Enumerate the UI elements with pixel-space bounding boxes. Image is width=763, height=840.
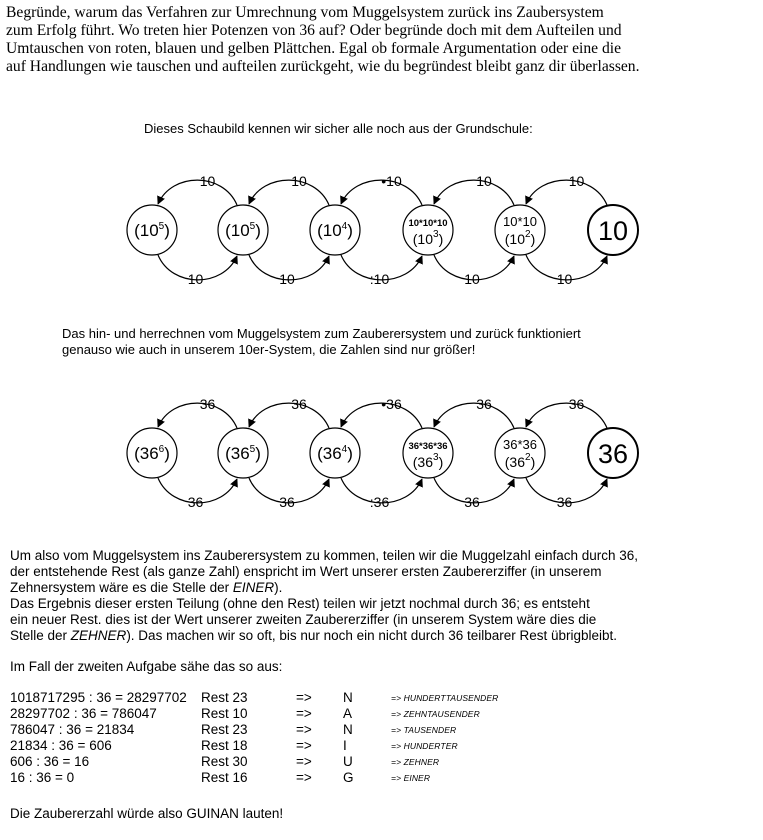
calc-equation: 1018717295 : 36 = 28297702 xyxy=(10,690,187,705)
d10-circle xyxy=(310,205,360,255)
calc-arrow: => xyxy=(296,706,312,721)
d10-circle-power: $(10^4)$ xyxy=(317,221,353,240)
d10-circle xyxy=(127,205,177,255)
calc-letter: G xyxy=(343,770,354,785)
calc-equation: 16 : 36 = 0 xyxy=(10,770,75,785)
explain-line-3-b: ). xyxy=(274,580,283,595)
d36-circle xyxy=(588,428,638,478)
d10-circle-power: $(10^2)$ xyxy=(504,229,536,247)
d36-circle-product: 36*36 xyxy=(503,437,537,452)
explain-line-6 xyxy=(10,628,760,644)
d36-top-label: 36 xyxy=(199,396,216,412)
d10-circle-power: $(10^3)$ xyxy=(412,229,444,247)
d10-circle-outline xyxy=(403,205,453,255)
calc-place: => ZEHNTAUSENDER xyxy=(391,709,480,719)
d36-circle xyxy=(218,428,268,478)
d36-circle-outline xyxy=(495,428,545,478)
calc-equation: 606 : 36 = 16 xyxy=(10,754,90,769)
diagram10-caption: Dieses Schaubild kennen wir sicher alle noch aus der Grundschule: xyxy=(144,121,533,136)
explain-line-2: der entstehende Rest (als ganze Zahl) enspricht im Wert unserer ersten Zaubererziffer (in unserem xyxy=(10,564,602,579)
calc-equation: 786047 : 36 = 21834 xyxy=(10,722,135,737)
explain-line-3-emphasis: EINER xyxy=(232,580,275,595)
calc-arrow: => xyxy=(296,770,312,785)
d10-arrow-top xyxy=(434,180,514,205)
explain-line-6-b: ). Das machen wir so oft, bis nur noch ein nicht durch 36 teilbarer Rest übrigbleibt. xyxy=(126,628,618,643)
d10-top-label: 10 xyxy=(291,173,307,189)
calc-rest: Rest 18 xyxy=(201,738,248,753)
explain-line-6-a: Stelle der xyxy=(10,628,71,643)
d36-circle xyxy=(310,428,360,478)
powers-of-ten-diagram xyxy=(0,160,763,300)
d36-circle-product: 36*36*36 xyxy=(408,441,448,452)
d10-bottom-label: :10 xyxy=(369,271,390,287)
d10-circle-label: 10 xyxy=(597,216,629,246)
d36-top-label: 36 xyxy=(476,396,492,412)
d36-circle-power: $(36^4)$ xyxy=(317,444,353,463)
explain-line-5: ein neuer Rest. dies ist der Wert unserer zweiten Zaubererziffer (in unserem System wäre dies die xyxy=(10,612,597,627)
calc-place: => TAUSENDER xyxy=(391,725,457,735)
intro-line-3: Umtauschen von roten, blauen und gelben Plättchen. Egal ob formale Argumentation oder eine die xyxy=(6,40,622,57)
d36-arrow-top xyxy=(434,403,514,428)
calc-rest: Rest 16 xyxy=(201,770,248,785)
d36-circle xyxy=(127,428,177,478)
calc-letter: I xyxy=(343,738,347,753)
explain-line-3-a: Zehnersystem wäre es die Stelle der xyxy=(10,580,233,595)
d10-circle-power: $(10^5)$ xyxy=(134,221,170,240)
intro-line-4: auf Handlungen wie tauschen und aufteilen zurückgeht, wie du begründest bleibt ganz dir überlassen. xyxy=(6,58,640,75)
calc-place: => EINER xyxy=(391,773,431,783)
d10-circle xyxy=(588,205,638,255)
d10-circle xyxy=(495,205,545,255)
d36-arrow-top xyxy=(158,403,237,428)
intro-text xyxy=(6,4,761,76)
d10-arrow-top xyxy=(158,180,237,205)
d10-bottom-label: 10 xyxy=(187,271,204,287)
final-answer: Die Zaubererzahl würde also GUINAN lauten! xyxy=(10,806,284,821)
d10-top-label: 10 xyxy=(199,173,216,189)
d10-top-label: 10 xyxy=(476,173,492,189)
intro-line-1: Begründe, warum das Verfahren zur Umrechnung vom Muggelsystem zurück ins Zaubersystem xyxy=(6,4,604,21)
calc-letter: N xyxy=(343,722,353,737)
d36-top-label: 36 xyxy=(568,396,585,412)
d10-arrow-top xyxy=(526,180,607,205)
calc-arrow: => xyxy=(296,690,312,705)
d10-circle xyxy=(403,205,453,255)
d36-bottom-label: 36 xyxy=(187,494,204,510)
calc-letter: U xyxy=(343,754,353,769)
d10-arrow-top xyxy=(249,180,329,205)
diagram36-caption-2: genauso wie auch in unserem 10er-System, die Zahlen sind nur größer! xyxy=(62,342,476,357)
diagram36-caption-1: Das hin- und herrechnen vom Muggelsystem zum Zauberersystem und zurück funktioniert xyxy=(62,326,581,341)
d36-circle-label: 36 xyxy=(597,439,629,469)
d36-bottom-label: 36 xyxy=(556,494,573,510)
d10-top-label: 10 xyxy=(568,173,585,189)
d10-circle-power: $(10^5)$ xyxy=(225,221,261,240)
case-intro: Im Fall der zweiten Aufgabe sähe das so aus: xyxy=(10,659,283,674)
calc-rest: Rest 30 xyxy=(201,754,248,769)
explanation-text xyxy=(10,548,760,644)
d36-bottom-label: 36 xyxy=(279,494,295,510)
d36-circle-power: $(36^6)$ xyxy=(134,444,170,463)
calc-letter: N xyxy=(343,690,353,705)
d36-bottom-label: :36 xyxy=(369,494,390,510)
d10-bottom-label: 10 xyxy=(279,271,295,287)
explain-line-4: Das Ergebnis dieser ersten Teilung (ohne den Rest) teilen wir jetzt nochmal durch 36; es entsteht xyxy=(10,596,590,611)
d36-circle xyxy=(403,428,453,478)
explain-line-3 xyxy=(10,580,760,596)
calc-arrow: => xyxy=(296,722,312,737)
explain-line-1: Um also vom Muggelsystem ins Zauberersystem zu kommen, teilen wir die Muggelzahl einfach durch 36, xyxy=(10,548,639,563)
d36-bottom-label: 36 xyxy=(464,494,480,510)
d36-circle-power: $(36^5)$ xyxy=(225,444,261,463)
d36-top-label: 36 xyxy=(291,396,307,412)
d36-circle-power: $(36^3)$ xyxy=(412,452,444,470)
d36-circle-power: $(36^2)$ xyxy=(504,452,536,470)
calc-letter: A xyxy=(343,706,353,721)
d36-top-label: •36 xyxy=(381,396,402,412)
d36-circle xyxy=(495,428,545,478)
explain-line-6-emphasis: ZEHNER xyxy=(70,628,127,643)
d10-bottom-label: 10 xyxy=(464,271,480,287)
d36-arrow-top xyxy=(249,403,329,428)
d10-circle-product: 10*10*10 xyxy=(408,218,448,229)
intro-line-2: zum Erfolg führt. Wo treten hier Potenzen von 36 auf? Oder begründe doch mit dem Aufteilen und xyxy=(6,22,622,39)
calc-rest: Rest 23 xyxy=(201,722,248,737)
calc-place: => ZEHNER xyxy=(391,757,440,767)
d10-circle-product: 10*10 xyxy=(503,214,537,229)
calc-equation: 28297702 : 36 = 786047 xyxy=(10,706,157,721)
calc-place: => HUNDERTTAUSENDER xyxy=(391,693,499,703)
calc-rest: Rest 10 xyxy=(201,706,248,721)
d10-circle xyxy=(218,205,268,255)
calc-rest: Rest 23 xyxy=(201,690,248,705)
calc-arrow: => xyxy=(296,738,312,753)
d36-circle-outline xyxy=(403,428,453,478)
d36-arrow-top xyxy=(526,403,607,428)
d10-circle-outline xyxy=(495,205,545,255)
d10-top-label: •10 xyxy=(381,173,402,189)
powers-of-36-diagram xyxy=(0,383,763,523)
d10-bottom-label: 10 xyxy=(556,271,573,287)
calc-arrow: => xyxy=(296,754,312,769)
calc-equation: 21834 : 36 = 606 xyxy=(10,738,112,753)
calc-place: => HUNDERTER xyxy=(391,741,458,751)
